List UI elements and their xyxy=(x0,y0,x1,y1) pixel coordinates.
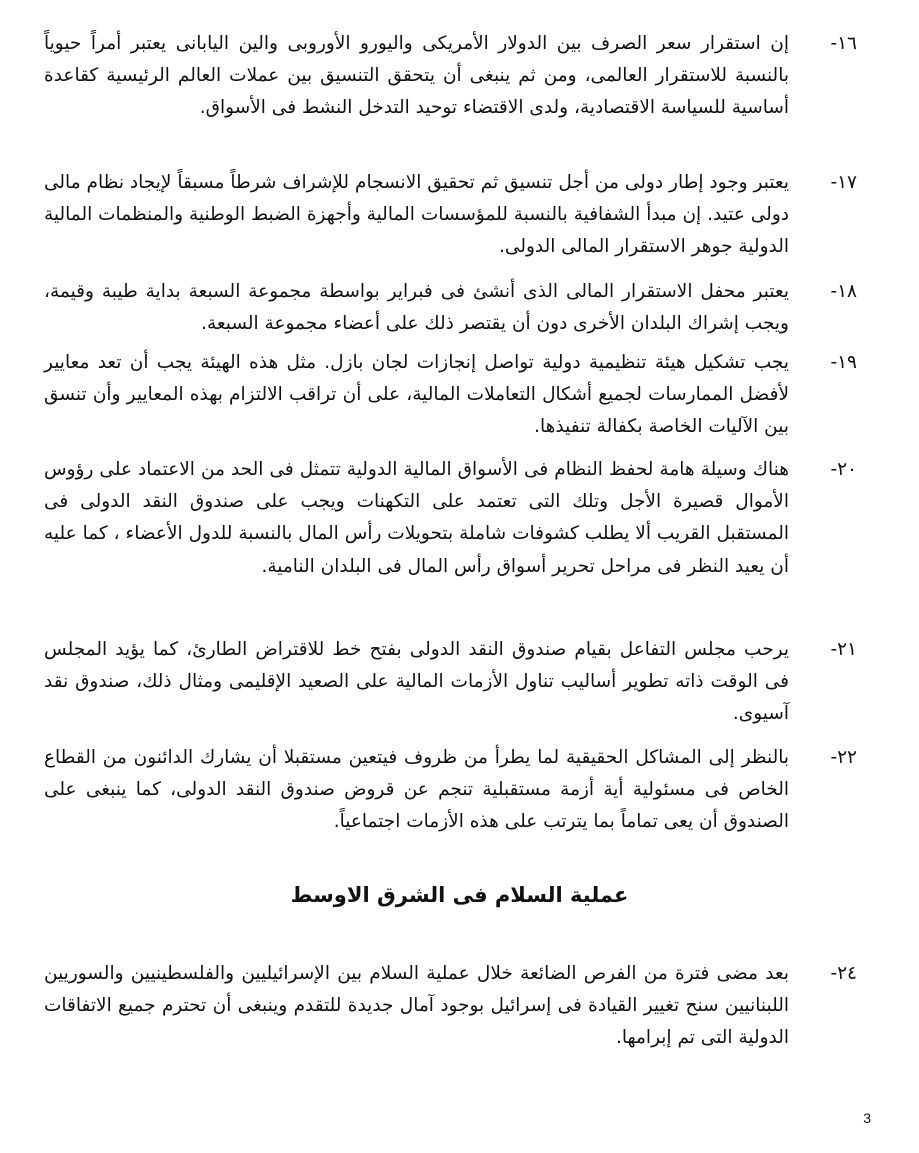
paragraph-number: ٢٢- xyxy=(830,747,857,768)
paragraph-16 xyxy=(0,28,919,163)
paragraph-number: ٢٤- xyxy=(830,963,857,984)
paragraph-17 xyxy=(0,167,919,272)
paragraph-text: يعتبر وجود إطار دولى من أجل تنسيق ثم تحقيق الانسجام للإشراف شرطاً مسبقاً لإيجاد نظام مالى دولى عتيد. إن مبدأ الشفافية بالنسبة للمؤسسات المالية وأجهزة الضبط الوطنية والمنظمات المالية الدولية جوهر الاستقرار المالى الدولى. xyxy=(44,172,789,258)
paragraph-text: بالنظر إلى المشاكل الحقيقية لما يطرأ من ظروف فيتعين مستقبلا أن يشارك الدائنون من القطاع الخاص فى مسئولية أية أزمة مستقبلية تنجم عن قروض صندوق النقد الدولى، كما ينبغى على الصندوق أن يعى تماماً بما يترتب على هذه الأزمات اجتماعياً. xyxy=(44,747,789,833)
paragraph-text: يجب تشكيل هيئة تنظيمية دولية تواصل إنجازات لجان بازل. مثل هذه الهيئة يجب أن تعد معايير لأفضل الممارسات لجميع أشكال التعاملات المالية، على أن تراقب الالتزام بهذه المعايير وأن تنسق بين الآليات الخاصة بكفالة تنفيذها. xyxy=(44,352,789,438)
paragraph-20 xyxy=(0,454,919,624)
paragraph-21 xyxy=(0,634,919,739)
paragraph-19 xyxy=(0,347,919,452)
paragraph-22 xyxy=(0,742,919,852)
paragraph-text: إن استقرار سعر الصرف بين الدولار الأمريكى واليورو الأوروبى والين اليابانى يعتبر أمراً حيوياً بالنسبة للاستقرار العالمى، ومن ثم ينبغى أن يتحقق التنسيق بين عملات العالم الرئيسية كقاعدة أساسية للسياسة الاقتصادية، ولدى الاقتضاء توحيد التدخل النشط فى الأسواق. xyxy=(44,33,789,119)
paragraph-18 xyxy=(0,276,919,346)
paragraph-text: يرحب مجلس التفاعل بقيام صندوق النقد الدولى بفتح خط للاقتراض الطارئ، كما يؤيد المجلس فى الوقت ذاته تطوير أساليب تناول الأزمات المالية على الصعيد الإقليمى ومثال ذلك، صندوق نقد آسيوى. xyxy=(44,639,789,725)
paragraph-number: ١٨- xyxy=(830,281,857,302)
paragraph-number: ١٩- xyxy=(830,352,857,373)
paragraph-number: ٢٠- xyxy=(830,459,857,480)
paragraph-text: بعد مضى فترة من الفرص الضائعة خلال عملية السلام بين الإسرائيليين والفلسطينيين والسوريين اللبنانيين سنح تغيير القيادة فى إسرائيل بوجود آمال جديدة للتقدم وينبغى أن تحترم جميع الاتفاقات الدولية التى تم إبرامها. xyxy=(44,963,789,1049)
page-number: 3 xyxy=(863,1110,871,1126)
section-heading: عملية السلام فى الشرق الاوسط xyxy=(290,883,629,907)
paragraph-number: ١٧- xyxy=(830,172,857,193)
paragraph-number: ٢١- xyxy=(830,639,857,660)
paragraph-number: ١٦- xyxy=(830,33,857,54)
paragraph-text: هناك وسيلة هامة لحفظ النظام فى الأسواق المالية الدولية تتمثل فى الحد من الاعتماد على رؤوس الأموال قصيرة الأجل وتلك التى تعتمد على التكهنات ويجب على صندوق النقد الدولى فى المستقبل القريب ألا يطلب كشوفات شاملة بتحويلات رأس المال بالنسبة للدول الأعضاء ، كما عليه أن يعيد النظر فى مراحل تحرير أسواق رأس المال فى البلدان النامية. xyxy=(44,459,789,577)
paragraph-24 xyxy=(0,958,919,1068)
paragraph-text: يعتبر محفل الاستقرار المالى الذى أنشئ فى فبراير بواسطة مجموعة السبعة بداية طيبة وقيمة، ويجب إشراك البلدان الأخرى دون أن يقتصر ذلك على أعضاء مجموعة السبعة. xyxy=(44,281,789,335)
